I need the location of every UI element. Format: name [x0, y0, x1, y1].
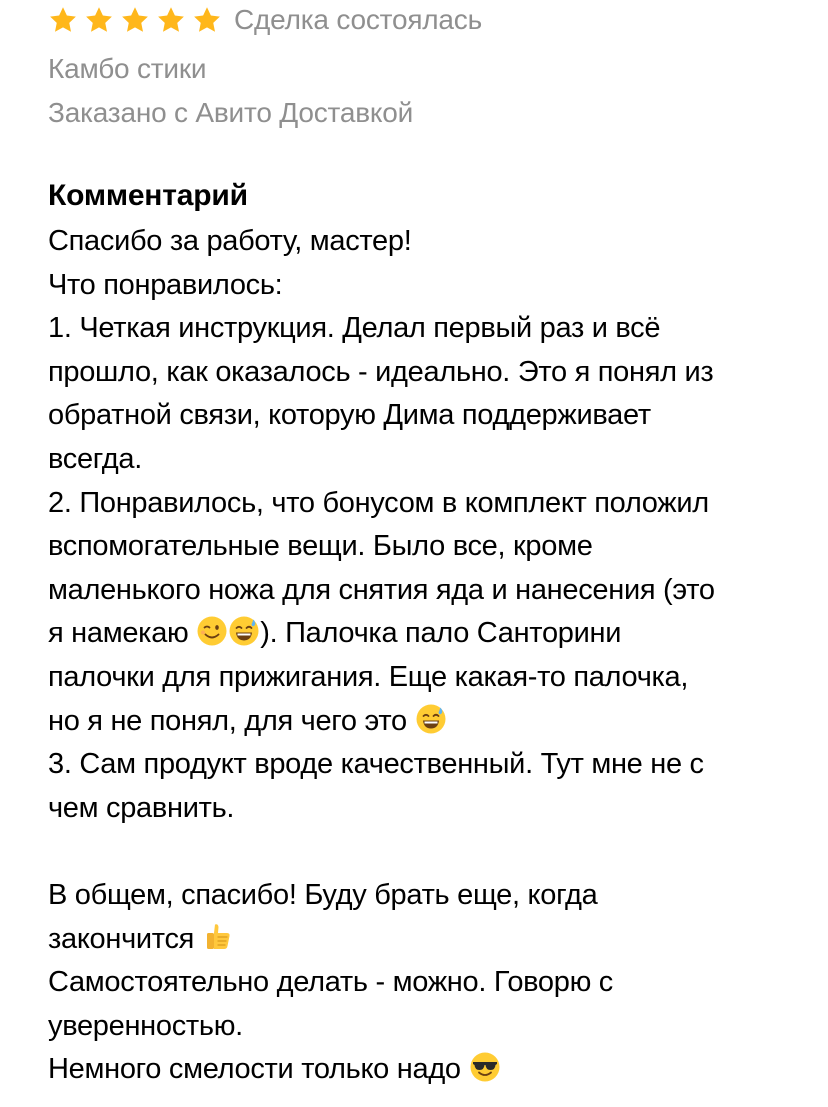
star-rating: [48, 5, 222, 35]
grinning-face-with-sweat-icon: [415, 703, 447, 735]
paragraph-break: [48, 830, 818, 874]
comment-heading: Комментарий: [48, 179, 248, 212]
comment-line: 2. Понравилось, что бонусом в комплект положил: [48, 486, 709, 519]
comment-text: [48, 220, 818, 1092]
deal-status: Сделка состоялась: [234, 4, 482, 35]
comment-line: 3. Сам продукт вроде качественный. Тут мне не с: [48, 748, 704, 781]
smiling-face-with-sunglasses-icon: [469, 1051, 501, 1083]
comment-line: [48, 612, 818, 656]
comment-fragment: я намекаю: [48, 617, 197, 650]
comment-line: [48, 918, 818, 962]
comment-fragment: закончится: [48, 922, 202, 955]
product-name: Камбо стики: [48, 53, 207, 84]
star-icon: [192, 5, 222, 35]
delivery-note: Заказано с Авито Доставкой: [48, 97, 414, 128]
star-icon: [48, 5, 78, 35]
comment-fragment: но я не понял, для чего это: [48, 704, 415, 737]
comment-line: маленького ножа для снятия яда и нанесения (это: [48, 573, 715, 606]
thumbs-up-icon: [202, 921, 234, 953]
comment-line: чем сравнить.: [48, 791, 235, 824]
comment-line: обратной связи, которую Дима поддерживает: [48, 399, 651, 432]
comment-fragment: Немного смелости только надо: [48, 1053, 469, 1086]
comment-line: [48, 1048, 818, 1092]
comment-line: 1. Четкая инструкция. Делал первый раз и всё: [48, 312, 661, 345]
review-card: [48, 0, 818, 1092]
winking-face-icon: [196, 615, 228, 647]
comment-line: Самостоятельно делать - можно. Говорю с: [48, 966, 614, 999]
comment-line: Спасибо за работу, мастер!: [48, 225, 412, 257]
rating-row: [48, 0, 818, 40]
star-icon: [84, 5, 114, 35]
comment-line: уверенностью.: [48, 1009, 243, 1042]
comment-line: [48, 700, 818, 744]
comment-line: всегда.: [48, 442, 142, 475]
comment-line: вспомогательные вещи. Было все, кроме: [48, 530, 593, 563]
grinning-face-with-sweat-icon: [228, 615, 260, 647]
comment-line: палочки для прижигания. Еще какая-то палочка,: [48, 660, 689, 693]
comment-line: Что понравилось:: [48, 268, 283, 301]
comment-line: В общем, спасибо! Буду брать еще, когда: [48, 878, 598, 911]
star-icon: [156, 5, 186, 35]
comment-fragment: ). Палочка пало Санторини: [260, 617, 622, 650]
comment-line: прошло, как оказалось - идеально. Это я понял из: [48, 355, 714, 388]
star-icon: [120, 5, 150, 35]
